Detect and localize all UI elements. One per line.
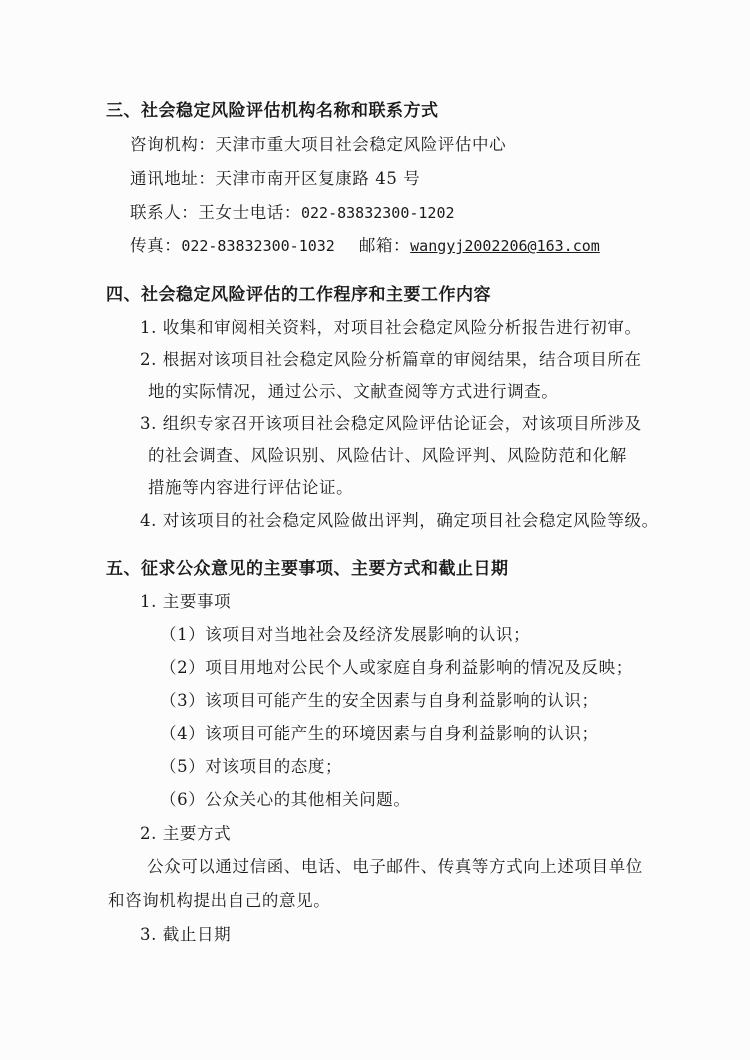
contact-label: 联系人：王女士电话： — [130, 203, 301, 222]
email-label: 邮箱： — [358, 236, 411, 255]
list-item: （6）公众关心的其他相关问题。 — [160, 790, 411, 809]
procedure-item-2-line2: 地的实际情况，通过公示、文献查阅等方式进行调查。 — [148, 382, 559, 401]
list-item: （4）该项目可能产生的环境因素与自身利益影响的认识； — [160, 724, 599, 743]
method-line-1: 公众可以通过信函、电话、电子邮件、传真等方式向上述项目单位 — [147, 857, 643, 876]
procedure-item-3-line3: 措施等内容进行评估论证。 — [148, 478, 354, 497]
procedure-item-4: 4. 对该项目的社会稳定风险做出评判，确定项目社会稳定风险等级。 — [140, 511, 659, 530]
list-item: （5）对该项目的态度； — [160, 757, 343, 776]
agency-line: 咨询机构：天津市重大项目社会稳定风险评估中心 — [130, 135, 507, 154]
section5-heading: 五、征求公众意见的主要事项、主要方式和截止日期 — [106, 559, 509, 579]
contact-phone: 022-83832300-1202 — [301, 204, 455, 222]
email-link[interactable]: wangyj2002206@163.com — [410, 237, 600, 255]
procedure-item-3-line2: 的社会调查、风险识别、风险估计、风险评判、风险防范和化解 — [148, 446, 627, 465]
procedure-item-3-line1: 3. 组织专家召开该项目社会稳定风险评估论证会，对该项目所涉及 — [140, 414, 642, 433]
address-line: 通讯地址：天津市南开区复康路 45 号 — [130, 169, 421, 188]
subheading-main-methods: 2. 主要方式 — [140, 824, 232, 843]
method-line-2: 和咨询机构提出自己的意见。 — [108, 891, 331, 910]
procedure-item-2-line1: 2. 根据对该项目社会稳定风险分析篇章的审阅结果，结合项目所在 — [140, 350, 642, 369]
subheading-main-items: 1. 主要事项 — [140, 592, 232, 611]
list-item: （1）该项目对当地社会及经济发展影响的认识； — [160, 625, 531, 644]
list-item: （2）项目用地对公民个人或家庭自身利益影响的情况及反映； — [160, 658, 633, 677]
procedure-item-1: 1. 收集和审阅相关资料，对项目社会稳定风险分析报告进行初审。 — [140, 318, 642, 337]
subheading-deadline: 3. 截止日期 — [140, 925, 232, 944]
section3-heading: 三、社会稳定风险评估机构名称和联系方式 — [106, 101, 439, 121]
list-item: （3）该项目可能产生的安全因素与自身利益影响的认识； — [160, 691, 599, 710]
fax-email-line — [130, 232, 600, 256]
contact-line — [130, 199, 455, 223]
fax-label: 传真： — [130, 236, 182, 255]
section4-heading: 四、社会稳定风险评估的工作程序和主要工作内容 — [106, 285, 491, 305]
fax-number: 022-83832300-1032 — [181, 237, 335, 255]
